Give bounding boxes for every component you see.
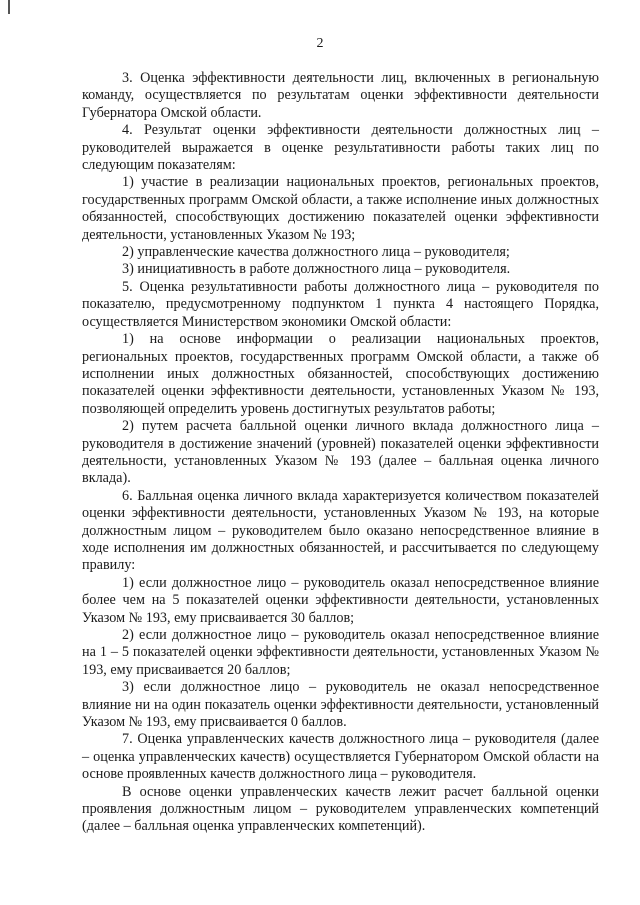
paragraph-5-item-1: 1) на основе информации о реализации национальных проектов, региональных проектов, государственных программ Омской области, а также об исполнении иных должностных обязанностей, способствующих достижению показателей оценки эффективности деятельности, установленных Указом № 193, позволяющей определить уровень достигнутых результатов работы; xyxy=(82,331,599,417)
paragraph-4: 4. Результат оценки эффективности деятельности должностных лиц – руководителей выражается в оценке результативности работы таких лиц по следующим показателям: xyxy=(82,122,599,174)
paragraph-7: 7. Оценка управленческих качеств должностного лица – руководителя (далее – оценка управленческих качеств) осуществляется Губернатором Омской области на основе проявленных качеств должностного лица – руководителя. xyxy=(82,731,599,783)
paragraph-7-continuation: В основе оценки управленческих качеств лежит расчет балльной оценки проявления должностным лицом – руководителем управленческих компетенций (далее – балльная оценка управленческих компетенций). xyxy=(82,783,599,835)
paragraph-5: 5. Оценка результативности работы должностного лица – руководителя по показателю, предусмотренному подпунктом 1 пункта 4 настоящего Порядка, осуществляется Министерством экономики Омской области: xyxy=(82,278,599,330)
document-body xyxy=(82,70,599,836)
scan-edge-mark xyxy=(8,0,10,14)
paragraph-3: 3. Оценка эффективности деятельности лиц, включенных в региональную команду, осуществляется по результатам оценки эффективности деятельности Губернатора Омской области. xyxy=(82,70,599,121)
paragraph-6: 6. Балльная оценка личного вклада характеризуется количеством показателей оценки эффективности деятельности, установленных Указом № 193, на которые должностным лицом – руководителем было оказано непосредственное влияние в ходе исполнения им должностных обязанностей, и рассчитывается по следующему правилу: xyxy=(82,487,599,574)
paragraph-4-item-3: 3) инициативность в работе должностного лица – руководителя. xyxy=(122,261,511,278)
paragraph-4-item-1: 1) участие в реализации национальных проектов, региональных проектов, государственных программ Омской области, а также исполнение иных должностных обязанностей, способствующих достижению показателей оценки эффективности деятельности, установленных Указом № 193; xyxy=(82,174,599,243)
paragraph-6-item-3: 3) если должностное лицо – руководитель не оказал непосредственное влияние ни на один показатель оценки эффективности деятельности, установленный Указом № 193, ему присваивается 0 баллов. xyxy=(82,679,599,731)
paragraph-4-item-2: 2) управленческие качества должностного лица – руководителя; xyxy=(122,244,510,261)
page-number: 2 xyxy=(316,36,324,51)
paragraph-6-item-1: 1) если должностное лицо – руководитель оказал непосредственное влияние более чем на 5 показателей оценки эффективности деятельности, установленных Указом № 193, ему присваивается 30 баллов; xyxy=(82,574,599,626)
paragraph-5-item-2: 2) путем расчета балльной оценки личного вклада должностного лица – руководителя в достижение значений (уровней) показателей оценки эффективности деятельности, установленных Указом № 193 (далее – балльная оценка личного вклада). xyxy=(82,418,599,487)
paragraph-6-item-2: 2) если должностное лицо – руководитель оказал непосредственное влияние на 1 – 5 показателей оценки эффективности деятельности, установленных Указом № 193, ему присваивается 20 баллов; xyxy=(82,627,599,678)
